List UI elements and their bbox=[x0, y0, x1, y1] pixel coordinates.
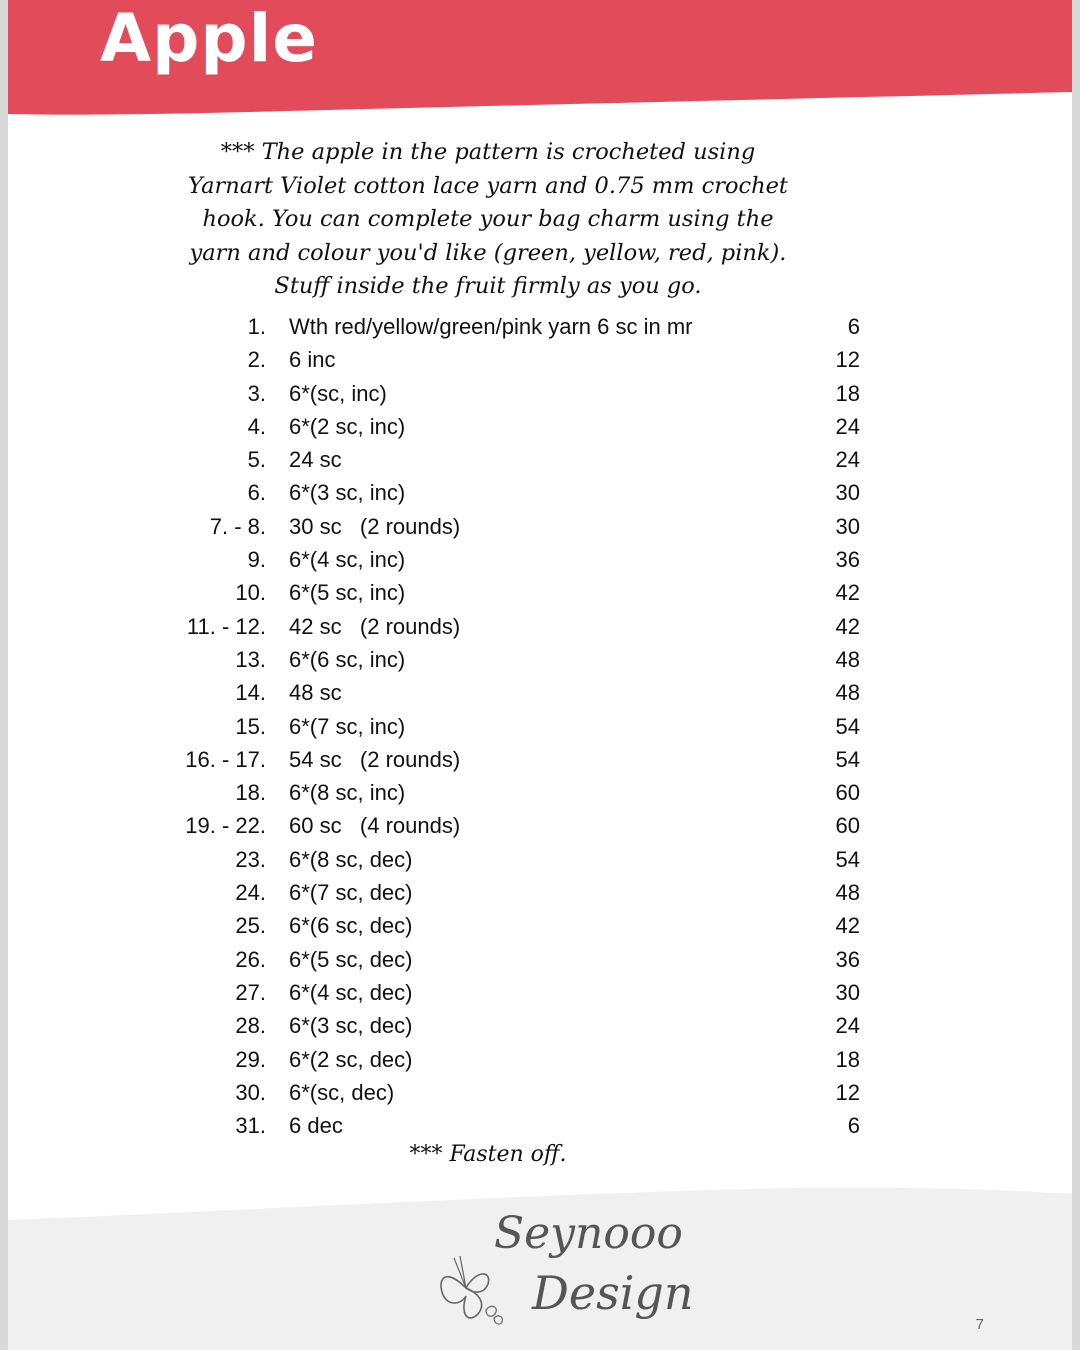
pattern-row bbox=[8, 1009, 1072, 1042]
row-number: 16. - 17. bbox=[185, 746, 266, 772]
page-title: Apple bbox=[100, 0, 318, 77]
pattern-row bbox=[8, 943, 1072, 976]
row-instruction: 6*(3 sc, inc) bbox=[289, 480, 406, 506]
row-number: 6. bbox=[247, 480, 266, 506]
row-stitch-count: 30 bbox=[835, 979, 860, 1005]
row-stitch-count: 18 bbox=[835, 380, 860, 406]
row-stitch-count: 48 bbox=[835, 880, 860, 906]
row-stitch-count: 24 bbox=[835, 413, 860, 439]
row-instruction: 48 sc bbox=[289, 680, 342, 706]
row-number: 28. bbox=[235, 1013, 266, 1039]
footer bbox=[8, 1180, 1072, 1350]
pattern-row bbox=[8, 710, 1072, 743]
pattern-rows bbox=[8, 310, 1072, 1142]
row-stitch-count: 54 bbox=[835, 846, 860, 872]
row-number: 23. bbox=[235, 846, 266, 872]
row-instruction: 54 sc (2 rounds) bbox=[289, 746, 461, 772]
row-number: 15. bbox=[235, 713, 266, 739]
row-number: 30. bbox=[235, 1079, 266, 1105]
pattern-row bbox=[8, 809, 1072, 842]
row-instruction: 6*(6 sc, dec) bbox=[289, 913, 413, 939]
row-number: 5. bbox=[247, 447, 266, 473]
pattern-row bbox=[8, 510, 1072, 543]
row-number: 29. bbox=[235, 1046, 266, 1072]
row-number: 1. bbox=[247, 314, 266, 339]
pattern-row bbox=[8, 343, 1072, 376]
pattern-row bbox=[8, 543, 1072, 576]
row-number: 9. bbox=[247, 547, 266, 573]
row-stitch-count: 60 bbox=[835, 813, 860, 839]
row-stitch-count: 12 bbox=[835, 347, 860, 373]
pattern-row bbox=[8, 976, 1072, 1009]
row-instruction: 60 sc (4 rounds) bbox=[289, 813, 461, 839]
pattern-row bbox=[8, 909, 1072, 942]
row-instruction: 6*(sc, inc) bbox=[289, 380, 387, 406]
document-page bbox=[8, 0, 1072, 1350]
row-stitch-count: 60 bbox=[835, 780, 860, 806]
row-stitch-count: 36 bbox=[835, 547, 860, 573]
row-instruction: 42 sc (2 rounds) bbox=[289, 613, 461, 639]
row-instruction: 6*(7 sc, inc) bbox=[289, 713, 406, 739]
pattern-row bbox=[8, 1076, 1072, 1109]
pattern-row bbox=[8, 1043, 1072, 1076]
pattern-row bbox=[8, 676, 1072, 709]
row-number: 14. bbox=[235, 680, 266, 706]
row-number: 19. - 22. bbox=[185, 813, 266, 839]
fasten-off-note: *** Fasten off. bbox=[409, 1142, 567, 1167]
row-number: 11. - 12. bbox=[186, 613, 266, 639]
pattern-row bbox=[8, 843, 1072, 876]
logo-text-design: Design bbox=[532, 1266, 694, 1320]
row-instruction: 6 inc bbox=[289, 347, 336, 373]
row-stitch-count: 12 bbox=[835, 1079, 860, 1105]
pattern-row bbox=[8, 1109, 1072, 1142]
pattern-row bbox=[8, 610, 1072, 643]
row-stitch-count: 48 bbox=[835, 646, 860, 672]
row-stitch-count: 30 bbox=[835, 513, 860, 539]
row-instruction: 6*(4 sc, dec) bbox=[289, 979, 413, 1005]
row-stitch-count: 24 bbox=[835, 1013, 860, 1039]
row-instruction: 6*(4 sc, inc) bbox=[289, 547, 406, 573]
header-banner bbox=[8, 0, 1072, 120]
pattern-row bbox=[8, 410, 1072, 443]
row-stitch-count: 30 bbox=[835, 480, 860, 506]
row-number: 3. bbox=[247, 380, 266, 406]
row-stitch-count: 36 bbox=[835, 946, 860, 972]
row-instruction: 6 dec bbox=[289, 1113, 343, 1139]
row-number: 25. bbox=[235, 913, 266, 939]
logo-text-seynooo: Seynooo bbox=[494, 1208, 683, 1259]
row-instruction: 24 sc bbox=[289, 447, 342, 473]
row-number: 7. - 8. bbox=[209, 513, 266, 539]
pattern-row bbox=[8, 377, 1072, 410]
row-number: 2. bbox=[247, 347, 266, 373]
row-instruction: 6*(6 sc, inc) bbox=[289, 646, 406, 672]
row-instruction: 6*(2 sc, dec) bbox=[289, 1046, 413, 1072]
row-instruction: 6*(8 sc, dec) bbox=[289, 846, 413, 872]
row-number: 31. bbox=[235, 1113, 266, 1139]
row-instruction: 6*(5 sc, dec) bbox=[289, 946, 413, 972]
pattern-row bbox=[8, 576, 1072, 609]
row-instruction: Wth red/yellow/green/pink yarn 6 sc in mr bbox=[289, 314, 693, 339]
intro-paragraph: *** The apple in the pattern is crocheted using Yarnart Violet cotton lace yarn and 0.75 mm crochet hook. You can complete your bag charm using the yarn and colour you'd like (green, yellow, red, pink). Stuff inside the fruit firmly as you go. bbox=[188, 139, 788, 299]
row-stitch-count: 18 bbox=[835, 1046, 860, 1072]
row-stitch-count: 6 bbox=[847, 1113, 860, 1139]
page-number: 7 bbox=[975, 1316, 984, 1333]
pattern-row bbox=[8, 776, 1072, 809]
pattern-row bbox=[8, 643, 1072, 676]
pattern-row bbox=[8, 310, 1072, 343]
row-stitch-count: 24 bbox=[835, 447, 860, 473]
row-number: 10. bbox=[235, 580, 266, 606]
pattern-row bbox=[8, 443, 1072, 476]
row-stitch-count: 42 bbox=[835, 580, 860, 606]
row-stitch-count: 48 bbox=[835, 680, 860, 706]
row-instruction: 6*(2 sc, inc) bbox=[289, 413, 406, 439]
row-instruction: 30 sc (2 rounds) bbox=[289, 513, 461, 539]
row-number: 18. bbox=[235, 780, 266, 806]
brand-logo bbox=[436, 1208, 694, 1348]
pattern-row bbox=[8, 476, 1072, 509]
row-number: 24. bbox=[235, 880, 266, 906]
butterfly-icon bbox=[436, 1248, 506, 1328]
row-instruction: 6*(8 sc, inc) bbox=[289, 780, 406, 806]
row-instruction: 6*(sc, dec) bbox=[289, 1079, 395, 1105]
row-stitch-count: 54 bbox=[835, 713, 860, 739]
pattern-row bbox=[8, 743, 1072, 776]
row-stitch-count: 42 bbox=[835, 613, 860, 639]
row-instruction: 6*(5 sc, inc) bbox=[289, 580, 406, 606]
row-number: 26. bbox=[235, 946, 266, 972]
row-number: 13. bbox=[235, 646, 266, 672]
row-stitch-count: 42 bbox=[835, 913, 860, 939]
row-number: 4. bbox=[247, 413, 266, 439]
row-instruction: 6*(7 sc, dec) bbox=[289, 880, 413, 906]
row-stitch-count: 54 bbox=[835, 746, 860, 772]
row-number: 27. bbox=[235, 979, 266, 1005]
row-stitch-count: 6 bbox=[847, 314, 860, 339]
row-instruction: 6*(3 sc, dec) bbox=[289, 1013, 413, 1039]
pattern-row bbox=[8, 876, 1072, 909]
